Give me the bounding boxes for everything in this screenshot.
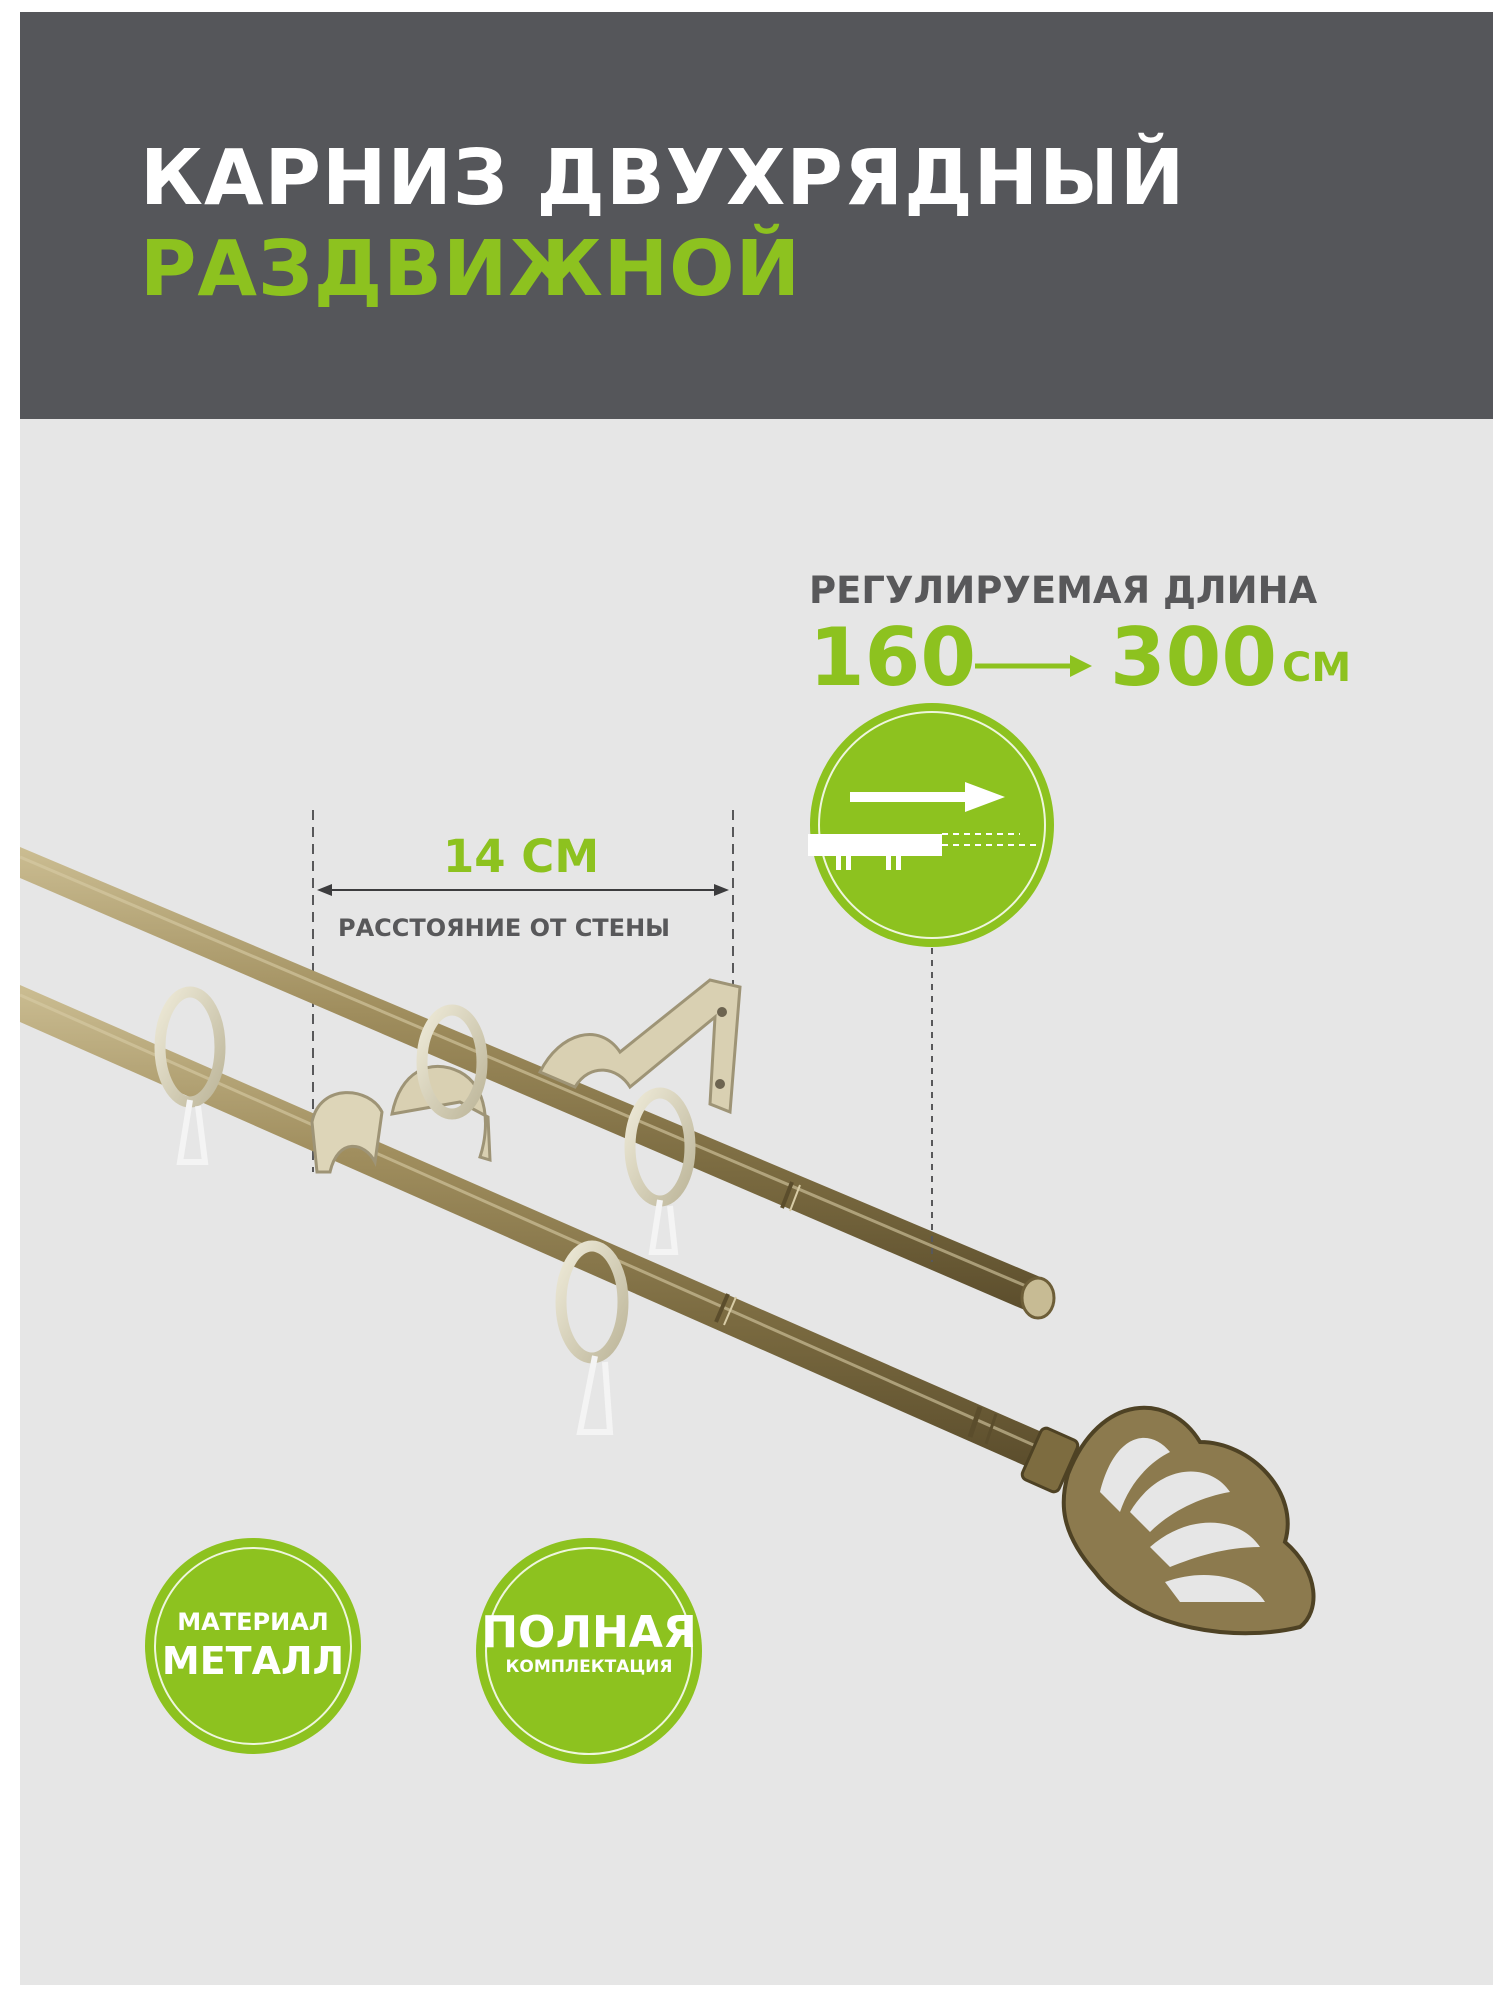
- length-arrow-icon: [975, 655, 1092, 677]
- complete-set-badge: [476, 1538, 702, 1764]
- adjustable-length-label: РЕГУЛИРУЕМАЯ ДЛИНА: [809, 569, 1318, 612]
- finial-icon: [1020, 1408, 1313, 1633]
- product-card: [20, 12, 1493, 1985]
- wall-distance-value: 14 СМ: [443, 830, 600, 883]
- length-min: 160: [809, 611, 976, 704]
- complete-badge-line1: ПОЛНАЯ: [481, 1607, 697, 1658]
- extend-badge: [808, 703, 1054, 947]
- complete-badge-line2: КОМПЛЕКТАЦИЯ: [505, 1657, 673, 1677]
- material-badge: [145, 1538, 361, 1754]
- material-badge-line1: МАТЕРИАЛ: [177, 1608, 329, 1636]
- title-line-2: РАЗДВИЖНОЙ: [140, 225, 802, 314]
- wall-distance-label: РАССТОЯНИЕ ОТ СТЕНЫ: [338, 914, 671, 942]
- length-max: 300: [1110, 611, 1277, 704]
- length-unit: СМ: [1282, 645, 1352, 691]
- title-line-1: КАРНИЗ ДВУХРЯДНЫЙ: [140, 134, 1186, 223]
- material-badge-line2: МЕТАЛЛ: [161, 1639, 345, 1683]
